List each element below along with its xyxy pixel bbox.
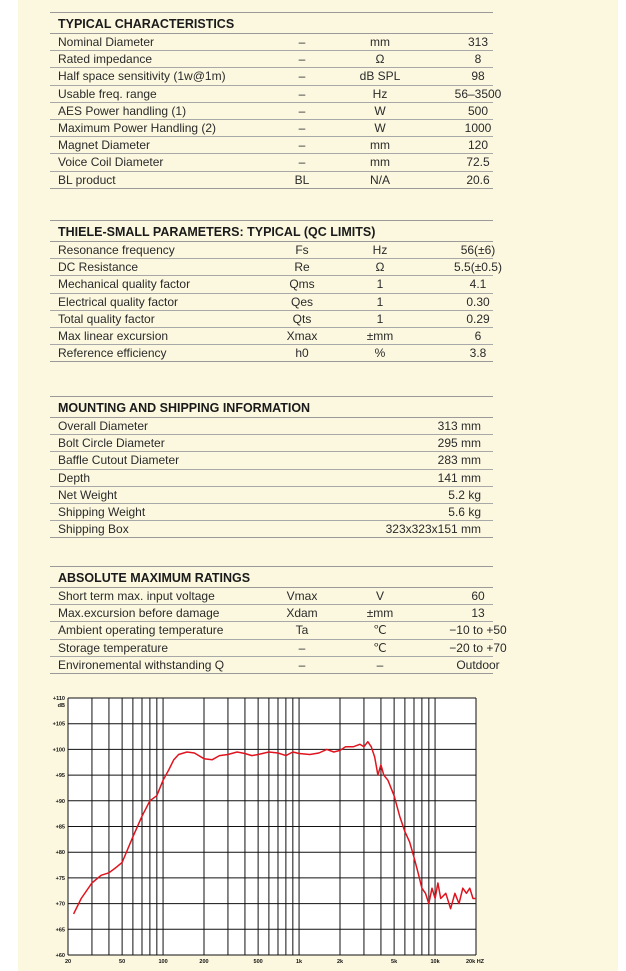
row-label: Usable freq. range bbox=[58, 86, 157, 101]
row-value: −10 to +50 bbox=[449, 623, 507, 638]
y-tick-label: +70 bbox=[55, 901, 65, 908]
row-value: 0.29 bbox=[466, 311, 490, 326]
row-value: 8 bbox=[474, 52, 482, 67]
section-title: TYPICAL CHARACTERISTICS bbox=[50, 12, 493, 34]
section-title: ABSOLUTE MAXIMUM RATINGS bbox=[50, 566, 493, 588]
row-label: Magnet Diameter bbox=[58, 138, 151, 153]
row-label: Electrical quality factor bbox=[58, 294, 179, 309]
row-value: 5.2 kg bbox=[448, 487, 481, 502]
row-symbol: – bbox=[298, 120, 306, 135]
row-value: 60 bbox=[471, 589, 485, 603]
y-tick-label: +95 bbox=[55, 773, 65, 780]
row-symbol: Qms bbox=[289, 277, 315, 292]
y-unit-label: dB bbox=[57, 703, 65, 709]
x-tick-label: 5k bbox=[391, 959, 398, 965]
row-symbol: Ta bbox=[295, 623, 309, 638]
row-label: Ambient operating temperature bbox=[58, 623, 224, 638]
row-unit: W bbox=[374, 103, 386, 118]
y-tick-label: +100 bbox=[52, 747, 65, 754]
row-unit: Ω bbox=[375, 52, 385, 67]
row-label: Max linear excursion bbox=[58, 328, 169, 343]
row-symbol: – bbox=[298, 52, 306, 67]
y-tick-label: +75 bbox=[55, 875, 65, 882]
row-symbol: Qts bbox=[292, 311, 312, 326]
row-label: Baffle Cutout Diameter bbox=[58, 453, 180, 468]
row-label: Bolt Circle Diameter bbox=[58, 436, 165, 451]
row-unit: ℃ bbox=[373, 623, 387, 638]
y-tick-label: +105 bbox=[52, 721, 65, 728]
row-symbol: – bbox=[298, 35, 306, 49]
row-label: Short term max. input voltage bbox=[58, 589, 215, 603]
y-tick-label: +80 bbox=[55, 850, 65, 857]
x-tick-label: 200 bbox=[199, 959, 209, 965]
row-value: 1000 bbox=[464, 120, 492, 135]
row-value: 5.6 kg bbox=[448, 504, 481, 519]
row-value: 323x323x151 mm bbox=[385, 522, 481, 537]
row-label: Resonance frequency bbox=[58, 243, 175, 257]
row-value: 72.5 bbox=[466, 155, 490, 170]
row-unit: % bbox=[374, 346, 386, 361]
row-unit: 1 bbox=[376, 294, 384, 309]
row-symbol: – bbox=[298, 155, 306, 170]
row-unit: ℃ bbox=[373, 640, 387, 655]
y-tick-label: +60 bbox=[55, 953, 65, 959]
row-value: 20.6 bbox=[466, 172, 490, 187]
y-tick-label: +85 bbox=[55, 824, 65, 831]
x-tick-label: 2k bbox=[336, 959, 344, 965]
y-tick-label: +110 bbox=[52, 696, 65, 702]
row-symbol: – bbox=[298, 69, 306, 84]
row-value: 56(±6) bbox=[460, 243, 496, 257]
row-unit: – bbox=[376, 657, 384, 672]
row-label: BL product bbox=[58, 172, 116, 187]
row-unit: W bbox=[374, 120, 386, 135]
row-symbol: Vmax bbox=[286, 589, 318, 603]
x-tick-label: 20 bbox=[64, 959, 72, 965]
row-value: 120 bbox=[467, 138, 489, 153]
row-unit: V bbox=[375, 589, 384, 603]
row-unit: mm bbox=[370, 138, 390, 153]
row-symbol: – bbox=[298, 657, 306, 672]
row-value: 98 bbox=[471, 69, 485, 84]
row-label: Depth bbox=[58, 470, 91, 485]
section-title: THIELE-SMALL PARAMETERS: TYPICAL (QC LIMITS) bbox=[50, 220, 493, 242]
row-value: 5.5(±0.5) bbox=[454, 260, 502, 275]
row-unit: mm bbox=[370, 155, 390, 170]
row-unit: N/A bbox=[369, 172, 390, 187]
row-label: Mechanical quality factor bbox=[58, 277, 191, 292]
row-value: 141 mm bbox=[437, 470, 481, 485]
row-symbol: Xdam bbox=[286, 606, 318, 621]
row-value: 295 mm bbox=[437, 436, 481, 451]
row-value: −20 to +70 bbox=[449, 640, 507, 655]
row-value: 0.30 bbox=[466, 294, 490, 309]
row-symbol: – bbox=[298, 640, 306, 655]
row-label: Storage temperature bbox=[58, 640, 169, 655]
row-value: Outdoor bbox=[456, 657, 500, 672]
y-tick-label: +65 bbox=[55, 927, 65, 934]
row-label: Environemental withstanding Q bbox=[58, 657, 225, 672]
row-unit: Hz bbox=[372, 86, 388, 101]
row-label: Shipping Box bbox=[58, 522, 129, 537]
row-symbol: Xmax bbox=[286, 328, 318, 343]
row-label: Rated impedance bbox=[58, 52, 153, 67]
x-tick-label: 50 bbox=[119, 959, 126, 965]
row-value: 283 mm bbox=[437, 453, 481, 468]
x-tick-label: 100 bbox=[158, 959, 168, 965]
row-label: Overall Diameter bbox=[58, 419, 149, 433]
row-unit: 1 bbox=[376, 277, 384, 292]
section-title: MOUNTING AND SHIPPING INFORMATION bbox=[50, 396, 493, 418]
row-symbol: Qes bbox=[290, 294, 313, 309]
row-symbol: – bbox=[298, 138, 306, 153]
row-value: 13 bbox=[471, 606, 485, 621]
row-value: 313 mm bbox=[437, 419, 481, 433]
row-unit: mm bbox=[370, 35, 390, 49]
x-tick-label: 1k bbox=[295, 959, 303, 965]
row-unit: ±mm bbox=[366, 606, 394, 621]
x-tick-label: 500 bbox=[253, 959, 263, 965]
row-symbol: h0 bbox=[295, 346, 309, 361]
row-symbol: Re bbox=[294, 260, 310, 275]
y-tick-label: +90 bbox=[55, 798, 65, 805]
row-label: Voice Coil Diameter bbox=[58, 155, 164, 170]
row-label: Half space sensitivity (1w@1m) bbox=[58, 69, 226, 84]
x-tick-label: 10k bbox=[430, 959, 440, 965]
row-value: 500 bbox=[467, 103, 489, 118]
row-symbol: – bbox=[298, 103, 306, 118]
row-label: Max.excursion before damage bbox=[58, 606, 220, 621]
x-tick-label: 20k HZ bbox=[466, 959, 485, 965]
row-label: DC Resistance bbox=[58, 260, 139, 275]
row-value: 4.1 bbox=[469, 277, 487, 292]
row-symbol: BL bbox=[294, 172, 310, 187]
row-label: Maximum Power Handling (2) bbox=[58, 120, 217, 135]
row-unit: 1 bbox=[376, 311, 384, 326]
row-symbol: – bbox=[298, 86, 306, 101]
row-label: Reference efficiency bbox=[58, 346, 167, 361]
row-label: Shipping Weight bbox=[58, 504, 146, 519]
row-unit: Ω bbox=[375, 260, 385, 275]
row-symbol: Fs bbox=[295, 243, 309, 257]
row-label: Nominal Diameter bbox=[58, 35, 155, 49]
row-value: 56–3500 bbox=[454, 86, 502, 101]
row-unit: Hz bbox=[372, 243, 388, 257]
row-label: Total quality factor bbox=[58, 311, 155, 326]
row-unit: ±mm bbox=[366, 328, 394, 343]
row-label: AES Power handling (1) bbox=[58, 103, 187, 118]
row-label: Net Weight bbox=[58, 487, 118, 502]
row-value: 3.8 bbox=[469, 346, 487, 361]
row-value: 6 bbox=[474, 328, 482, 343]
row-unit: dB SPL bbox=[359, 69, 401, 84]
row-value: 313 bbox=[467, 35, 489, 49]
